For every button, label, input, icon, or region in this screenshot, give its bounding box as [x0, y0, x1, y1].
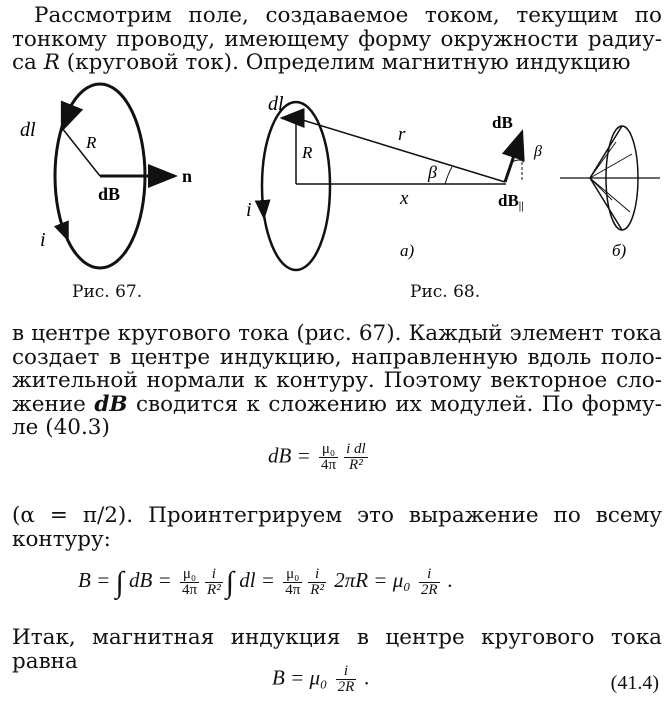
fig68-label-r: r — [398, 124, 406, 145]
fig67-label-n: n — [182, 166, 193, 186]
intro-line-3: са R (круговой ток). Определим магнитную индукцию — [12, 50, 631, 75]
fig68-dB-arrow — [505, 132, 522, 182]
fig68-beta-arc-1 — [445, 167, 452, 184]
intro-line-1: Рассмотрим поле, создаваемое током, текущим по — [34, 3, 662, 28]
fig68-label-beta-1: β — [428, 162, 437, 182]
figure-67 — [0, 80, 671, 280]
fig67-label-dB: dB — [98, 184, 121, 204]
conclusion-line: Итак, магнитная индукция в центре кругового тока равна — [12, 625, 662, 674]
fig68-label-b: б) — [612, 241, 627, 260]
body-line-4: жение dB сводится к сложению их модулей. По форму- — [12, 391, 662, 417]
body-line-2: создает в центре индукцию, направленную вдоль поло- — [12, 344, 662, 370]
equation-number: (41.4) — [610, 672, 659, 694]
body2-line-2: контуру: — [12, 526, 111, 552]
fig68b-ray-2 — [590, 154, 632, 178]
fig68-label-i: i — [246, 199, 252, 221]
fig68-label-a: а) — [400, 241, 415, 260]
intro-paragraph — [12, 4, 662, 75]
fig67-caption: Рис. 67. — [72, 282, 143, 302]
body2-paragraph — [12, 504, 662, 551]
body2-line-1: (α = π/2). Проинтегрируем это выражение по всему — [12, 503, 662, 528]
fig68-label-beta-2: β — [534, 143, 542, 160]
intro-line-2: тонкому проводу, имеющему форму окружности радиу- — [12, 26, 662, 52]
fig68b-ray-1 — [590, 142, 616, 178]
fig68-caption: Рис. 68. — [410, 282, 481, 302]
formula-integral: B = ∫ dB = $\frac{\text{μ₀}}{4\pi}$ $\frac{i}{\text{R²}}$ ∫ dl = $\frac{\text{μ₀}}{4\pi}$ $\frac{i}{\text{R²}}$ 2πR = μ₀ $\frac{i}{2R}$ . — [78, 565, 453, 599]
fig67-label-R: R — [86, 133, 97, 152]
fig68-label-dB: dB — [492, 113, 513, 132]
fig67-label-dl: dl — [20, 119, 36, 141]
fig68b-ray-4 — [590, 178, 630, 212]
fig67-label-i: i — [40, 229, 46, 251]
fig68-i-arrow — [262, 192, 264, 218]
body-paragraph — [12, 322, 662, 440]
body-line-5: ле (40.3) — [12, 415, 110, 440]
fig67-i-arrow — [60, 220, 68, 240]
fig68-label-x: x — [400, 188, 409, 209]
formula-result: B = μ₀ $\frac{i}{2R}$ . — [272, 663, 370, 695]
fig68-label-dBn: dB|| — [498, 191, 524, 212]
fig68-label-dl: dl — [268, 93, 284, 115]
body-line-1: в центре кругового тока (рис. 67). Каждый элемент тока — [12, 321, 662, 346]
body-line-3: жительной нормали к контуру. Поэтому векторное сло- — [12, 368, 662, 393]
formula-dB: dB = $\frac{\text{μ₀}}{4\pi}$ $\frac{\text{i dl}}{\text{R²}}$ — [268, 441, 366, 473]
fig68-label-R: R — [302, 143, 313, 162]
